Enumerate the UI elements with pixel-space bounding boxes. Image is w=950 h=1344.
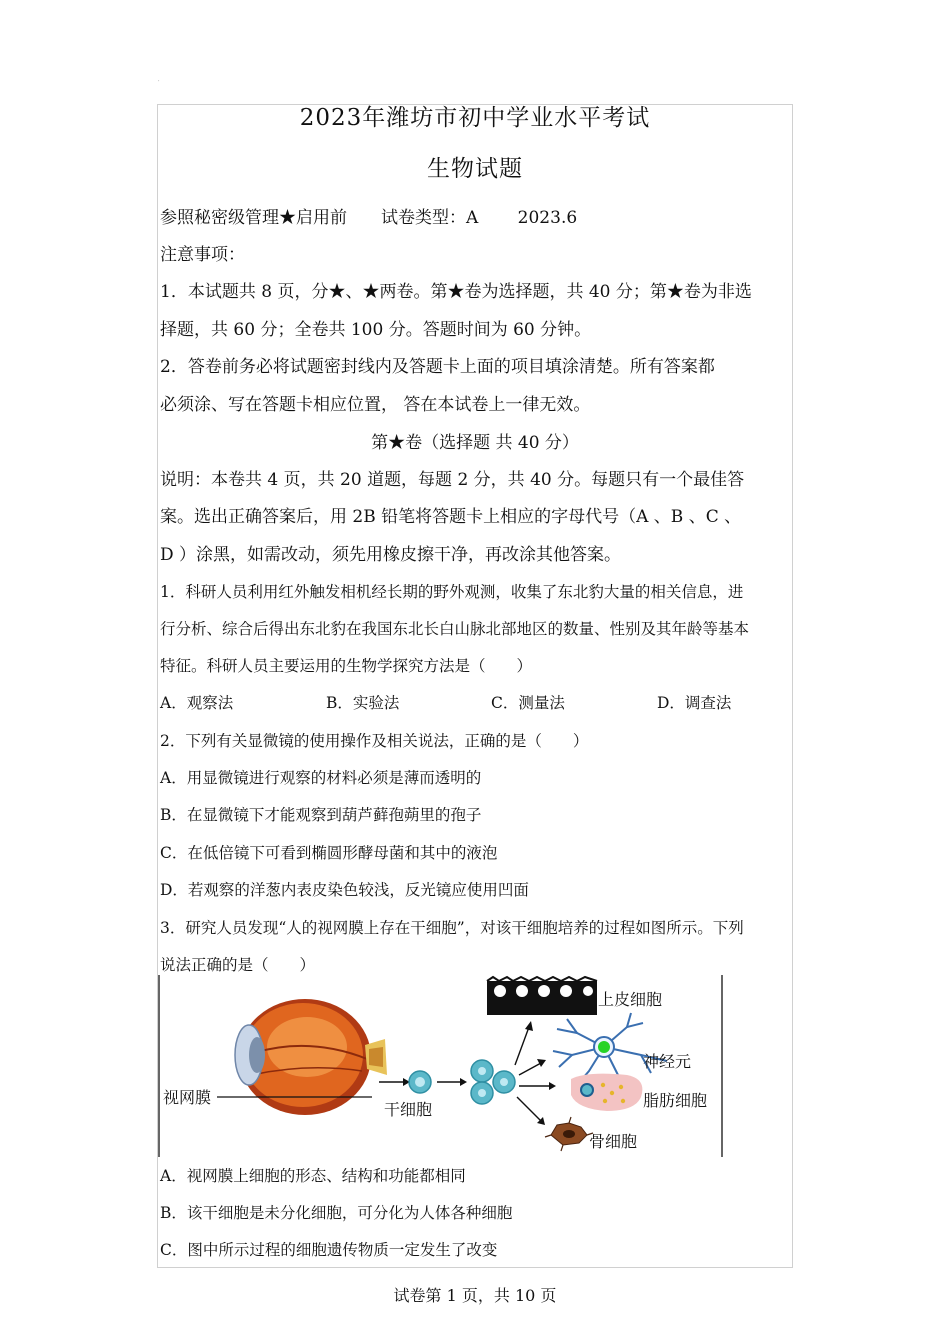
q1-option-a: A．观察法 bbox=[160, 694, 234, 712]
label-bone: 骨细胞 bbox=[589, 1132, 638, 1151]
notice-item-1-cont: 择题，共 60 分；全卷共 100 分。答题时间为 60 分钟。 bbox=[160, 320, 592, 340]
epithelial-cells-icon bbox=[487, 977, 597, 1015]
corner-mark: ′ bbox=[158, 80, 160, 87]
notice-heading: 注意事项： bbox=[160, 245, 245, 265]
q1-option-d: D．调查法 bbox=[657, 694, 732, 712]
label-neuron: 神经元 bbox=[643, 1052, 692, 1071]
dividing-cells-icon bbox=[471, 1060, 515, 1104]
q3-stem: 3．研究人员发现“人的视网膜上存在干细胞”，对该干细胞培养的过程如图所示。下列 bbox=[160, 919, 744, 937]
page-footer: 试卷第 1 页，共 10 页 bbox=[393, 1286, 557, 1305]
arrow-to-bone bbox=[517, 1097, 541, 1121]
q3-option-c: C．图中所示过程的细胞遗传物质一定发生了改变 bbox=[160, 1241, 498, 1259]
notice-item-2: 2．答卷前务必将试题密封线内及答题卡上面的项目填涂清楚。所有答案都 bbox=[160, 357, 715, 377]
label-fat: 脂肪细胞 bbox=[643, 1091, 708, 1110]
stem-cell-figure bbox=[157, 975, 723, 1157]
q3-stem-cont: 说法正确的是（ ） bbox=[160, 956, 316, 974]
label-retina: 视网膜 bbox=[163, 1088, 212, 1107]
section-desc-cont: 案。选出正确答案后，用 2B 铅笔将答题卡上相应的字母代号（A 、B 、C 、 bbox=[160, 507, 742, 527]
fat-cell-icon bbox=[571, 1074, 642, 1111]
q2-option-a: A．用显微镜进行观察的材料必须是薄而透明的 bbox=[160, 769, 482, 787]
q1-option-c: C．测量法 bbox=[491, 694, 565, 712]
bone-cell-icon bbox=[545, 1117, 593, 1151]
notice-item-1: 1．本试题共 8 页，分★、★两卷。第★卷为选择题，共 40 分；第★卷为非选 bbox=[160, 282, 752, 302]
section-desc-end: D ）涂黑，如需改动，须先用橡皮擦干净，再改涂其他答案。 bbox=[160, 545, 622, 565]
label-epithelial: 上皮细胞 bbox=[598, 990, 663, 1009]
q1-stem: 1．科研人员利用红外触发相机经长期的野外观测，收集了东北豹大量的相关信息，进 bbox=[160, 583, 744, 601]
exam-title: 2023年潍坊市初中学业水平考试 bbox=[299, 105, 651, 131]
q1-option-b: B．实验法 bbox=[326, 694, 400, 712]
q2-option-d: D．若观察的洋葱内表皮染色较浅，反光镜应使用凹面 bbox=[160, 881, 529, 899]
exam-meta: 参照秘密级管理★启用前 试卷类型：A 2023.6 bbox=[160, 208, 578, 228]
notice-item-2-cont: 必须涂、写在答题卡相应位置， 答在本试卷上一律无效。 bbox=[160, 395, 591, 415]
section-desc: 说明：本卷共 4 页，共 20 道题，每题 2 分，共 40 分。每题只有一个最佳答 bbox=[160, 470, 745, 490]
q2-option-c: C．在低倍镜下可看到椭圆形酵母菌和其中的液泡 bbox=[160, 844, 498, 862]
q1-stem-end: 特征。科研人员主要运用的生物学探究方法是（ ） bbox=[160, 657, 533, 675]
q1-stem-cont: 行分析、综合后得出东北豹在我国东北长白山脉北部地区的数量、性别及其年龄等基本 bbox=[160, 620, 750, 638]
arrow-to-neuron bbox=[519, 1063, 541, 1075]
arrow-to-epithelial bbox=[515, 1027, 529, 1065]
q2-option-b: B．在显微镜下才能观察到葫芦藓孢蒴里的孢子 bbox=[160, 806, 482, 824]
label-stem-cell: 干细胞 bbox=[384, 1100, 433, 1119]
q2-stem: 2．下列有关显微镜的使用操作及相关说法，正确的是（ ） bbox=[160, 732, 589, 750]
exam-subtitle: 生物试题 bbox=[427, 156, 523, 182]
q3-option-b: B．该干细胞是未分化细胞，可分化为人体各种细胞 bbox=[160, 1204, 513, 1222]
q3-option-a: A．视网膜上细胞的形态、结构和功能都相同 bbox=[160, 1167, 466, 1185]
section-title: 第★卷（选择题 共 40 分） bbox=[371, 433, 579, 453]
